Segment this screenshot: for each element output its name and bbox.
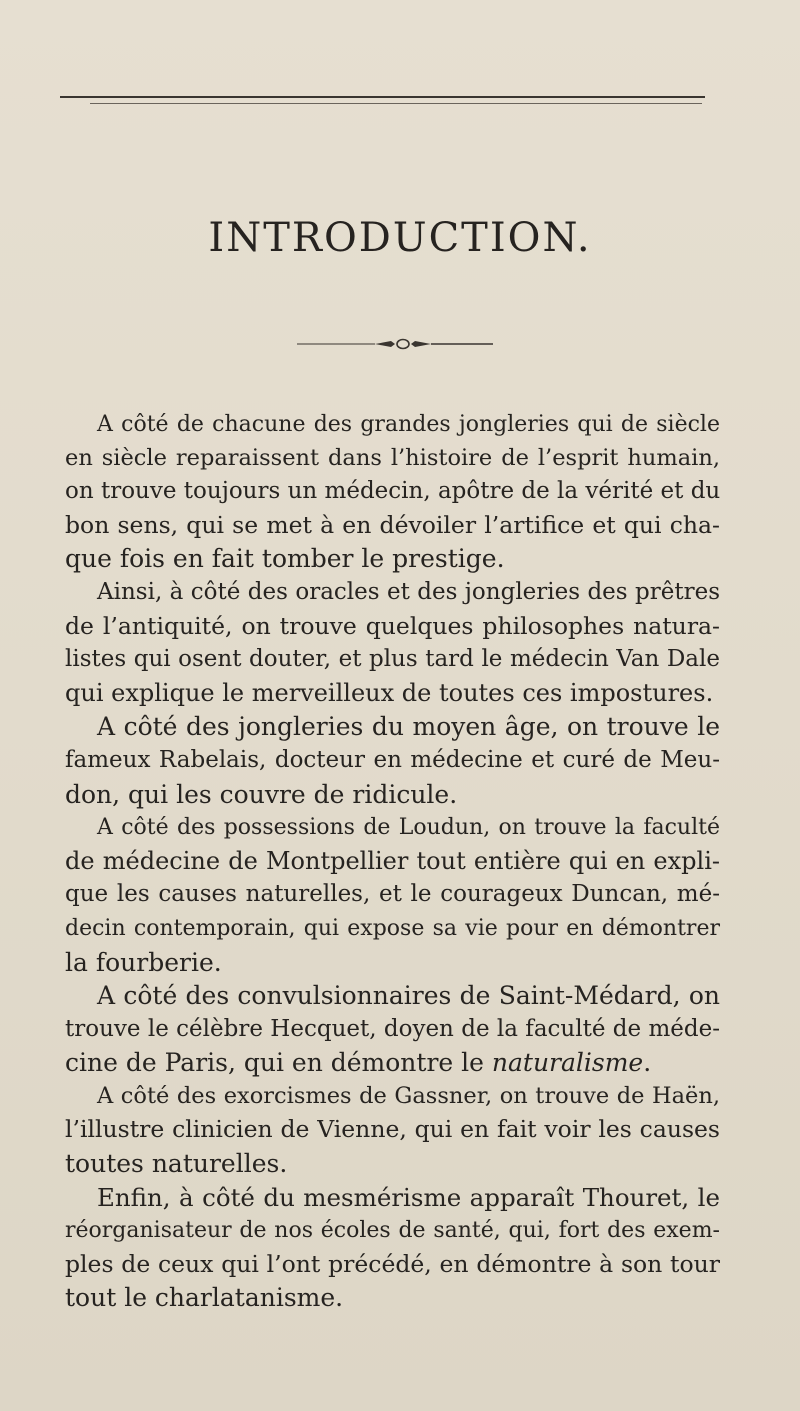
body-text	[65, 408, 720, 1315]
text-line: decin contemporain, qui expose sa vie pour en démontrer	[65, 915, 720, 941]
italic-term: naturalisme	[491, 1048, 644, 1078]
text-line: tout le charlatanisme.	[65, 1283, 344, 1313]
top-rule	[60, 96, 705, 98]
chapter-heading: INTRODUCTION.	[208, 215, 592, 261]
text-line: listes qui osent douter, et plus tard le médecin Van Dale	[65, 646, 720, 673]
text-line: on trouve toujours un médecin, apôtre de la vérité et du	[65, 478, 721, 505]
text-line: fameux Rabelais, docteur en médecine et curé de Meu-	[65, 746, 720, 773]
text-line: de médecine de Montpellier tout entière qui en expli-	[65, 846, 720, 875]
text-line: ples de ceux qui l’ont précédé, en démontre à son tour	[65, 1249, 720, 1278]
text-run: cine de Paris, qui en démontre le	[65, 1048, 492, 1078]
text-line: l’illustre clinicien de Vienne, qui en fait voir les causes	[65, 1115, 720, 1144]
text-line: Enfin, à côté du mesmérisme apparaît Thouret, le	[97, 1182, 720, 1212]
ornament-divider	[295, 336, 495, 352]
text-line: don, qui les couvre de ridicule.	[65, 779, 458, 809]
text-line: de l’antiquité, on trouve quelques philosophes natura-	[65, 611, 720, 640]
text-line: A côté des jongleries du moyen âge, on trouve le	[97, 712, 720, 742]
text-line: Ainsi, à côté des oracles et des jongleries des prêtres	[97, 578, 720, 605]
text-run: .	[643, 1048, 652, 1078]
text-line: que fois en fait tomber le prestige.	[65, 544, 505, 574]
text-line: que les causes naturelles, et le courageux Duncan, mé-	[65, 881, 720, 908]
top-rule-thin	[90, 103, 702, 104]
text-line: A côté de chacune des grandes jongleries qui de siècle	[97, 412, 720, 437]
text-line: toutes naturelles.	[65, 1149, 288, 1179]
text-line: A côté des exorcismes de Gassner, on trouve de Haën,	[97, 1082, 720, 1109]
text-line	[65, 1046, 720, 1080]
text-line: en siècle reparaissent dans l’histoire de l’esprit humain,	[65, 444, 720, 471]
text-line: A côté des convulsionnaires de Saint-Médard, on	[97, 981, 720, 1011]
text-line: qui explique le merveilleux de toutes ces impostures.	[65, 678, 714, 707]
text-line: réorganisateur de nos écoles de santé, qui, fort des exem-	[65, 1218, 720, 1244]
text-line: trouve le célèbre Hecquet, doyen de la faculté de méde-	[65, 1015, 720, 1042]
text-line: la fourberie.	[65, 947, 222, 977]
text-line: A côté des possessions de Loudun, on trouve la faculté	[97, 815, 720, 841]
text-line: bon sens, qui se met à en dévoiler l’artifice et qui cha-	[65, 510, 720, 539]
